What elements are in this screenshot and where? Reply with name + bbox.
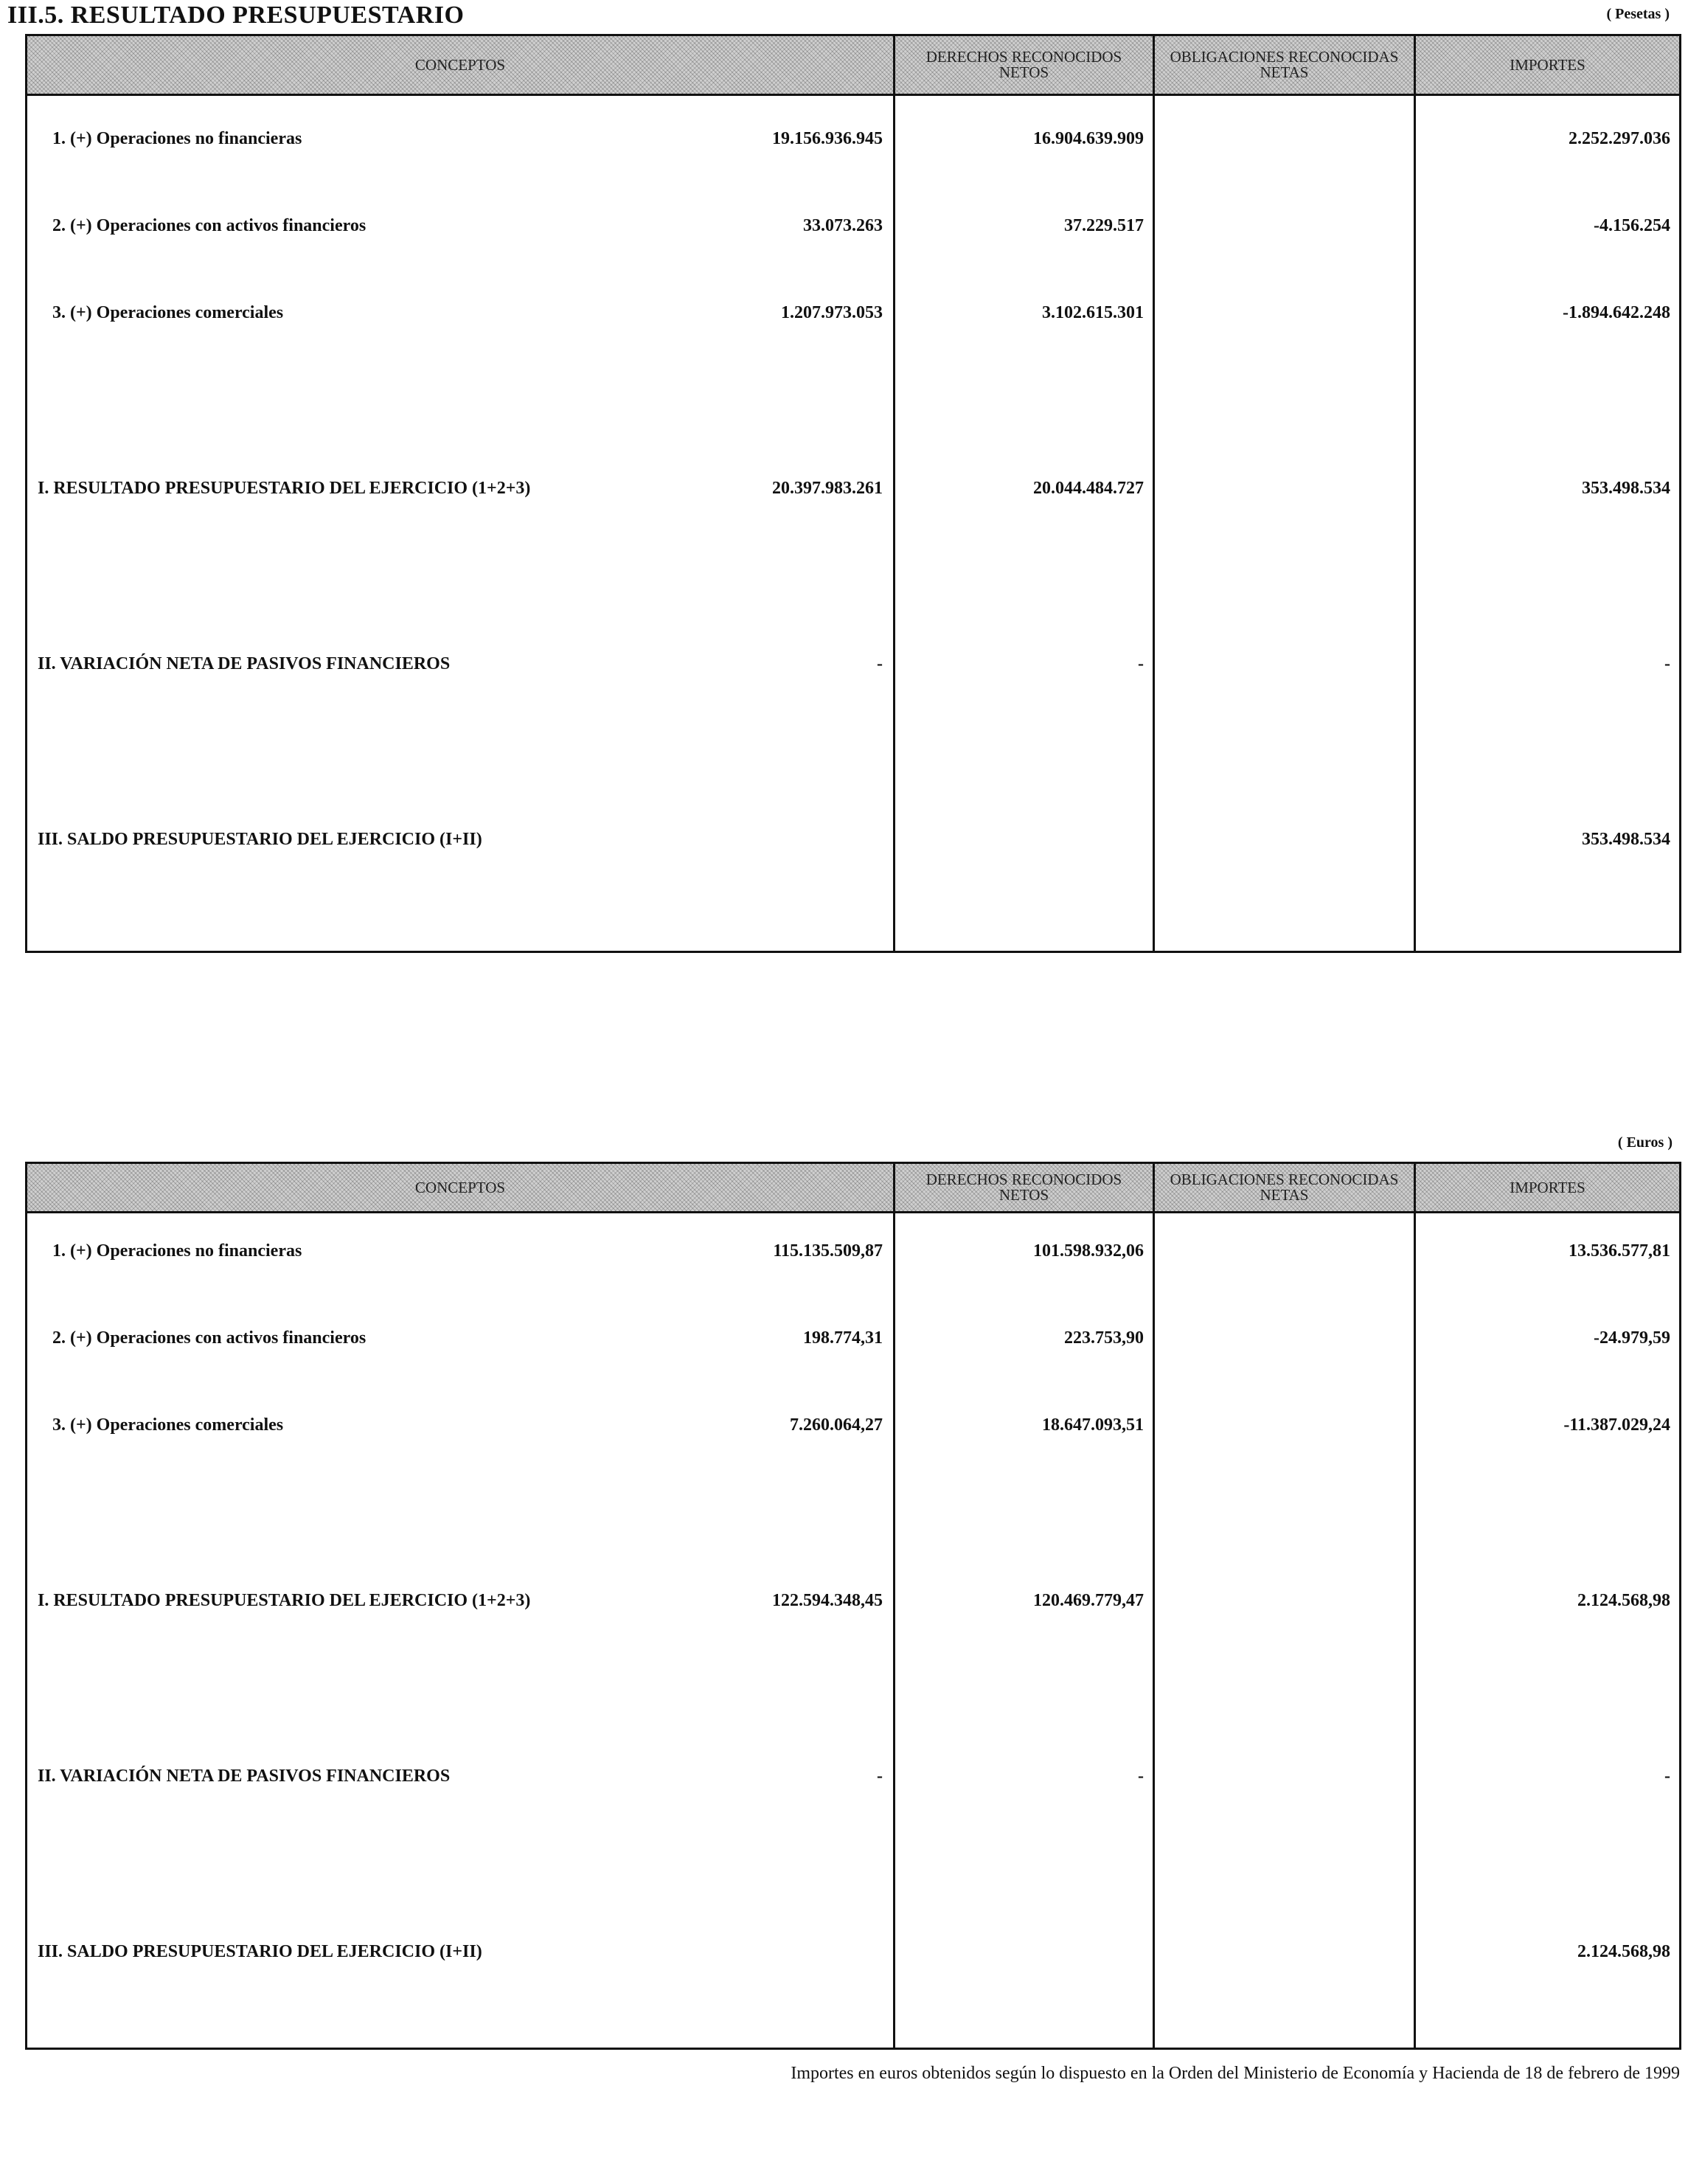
- amount-value: 2.124.568,98: [1577, 1591, 1670, 1610]
- footnote: Importes en euros obtenidos según lo dispuesto en la Orden del Ministerio de Economía y Hacienda de 18 de febrero de 1999: [791, 2064, 1680, 2083]
- obligations-value: -: [1138, 654, 1144, 673]
- unit-label-euros: ( Euros ): [1617, 1134, 1673, 1151]
- obligations-value: 20.044.484.727: [1033, 479, 1144, 498]
- rights-value: 19.156.936.945: [772, 129, 883, 148]
- rights-value: 33.073.263: [803, 216, 883, 235]
- row-label: I. RESULTADO PRESUPUESTARIO DEL EJERCICIO (1+2+3): [38, 1591, 531, 1610]
- table-row: [27, 1591, 1679, 1620]
- amount-value: -1.894.642.248: [1563, 303, 1670, 322]
- header-concepts: CONCEPTOS: [414, 1178, 506, 1196]
- table-row: [27, 1942, 1679, 1972]
- unit-label-pesetas: ( Pesetas ): [1606, 6, 1670, 22]
- obligations-value: 223.753,90: [1064, 1328, 1144, 1348]
- row-label: 2. (+) Operaciones con activos financieros: [52, 216, 367, 235]
- amount-value: -: [1664, 654, 1670, 673]
- rights-value: 122.594.348,45: [772, 1591, 883, 1610]
- row-label: II. VARIACIÓN NETA DE PASIVOS FINANCIEROS: [38, 654, 451, 673]
- obligations-value: -: [1138, 1767, 1144, 1786]
- table-row: [27, 479, 1679, 508]
- row-label: II. VARIACIÓN NETA DE PASIVOS FINANCIEROS: [38, 1767, 451, 1786]
- obligations-value: 18.647.093,51: [1042, 1415, 1144, 1435]
- amount-value: 353.498.534: [1582, 479, 1670, 498]
- obligations-value: 3.102.615.301: [1042, 303, 1144, 322]
- obligations-value: 120.469.779,47: [1033, 1591, 1144, 1610]
- table-row: [27, 1328, 1679, 1358]
- amount-value: -4.156.254: [1594, 216, 1670, 235]
- table-row: [27, 303, 1679, 333]
- row-label: 1. (+) Operaciones no financieras: [52, 1241, 302, 1261]
- table-row: [27, 129, 1679, 159]
- rights-value: 7.260.064,27: [790, 1415, 883, 1435]
- header-rights: DERECHOS RECONOCIDOS NETOS: [925, 48, 1122, 81]
- amount-value: -24.979,59: [1594, 1328, 1670, 1348]
- table-row: [27, 1415, 1679, 1445]
- table-row: [27, 654, 1679, 684]
- header-rights: DERECHOS RECONOCIDOS NETOS: [925, 1171, 1122, 1204]
- amount-value: 353.498.534: [1582, 830, 1670, 849]
- header-obligations: OBLIGACIONES RECONOCIDAS NETAS: [1170, 48, 1399, 81]
- rights-value: -: [877, 654, 883, 673]
- obligations-value: 37.229.517: [1064, 216, 1144, 235]
- budget-table-euros: [25, 1162, 1681, 2050]
- row-label: 3. (+) Operaciones comerciales: [52, 1415, 284, 1435]
- header-obligations: OBLIGACIONES RECONOCIDAS NETAS: [1170, 1171, 1399, 1204]
- amount-value: 13.536.577,81: [1569, 1241, 1670, 1261]
- header-amounts: IMPORTES: [1510, 55, 1585, 74]
- row-label: 3. (+) Operaciones comerciales: [52, 303, 284, 322]
- amount-value: -11.387.029,24: [1563, 1415, 1670, 1435]
- obligations-value: 101.598.932,06: [1033, 1241, 1144, 1261]
- rights-value: 115.135.509,87: [773, 1241, 883, 1261]
- page-title: III.5. RESULTADO PRESUPUESTARIO: [7, 1, 465, 29]
- header-concepts: CONCEPTOS: [414, 55, 506, 74]
- amount-value: 2.124.568,98: [1577, 1942, 1670, 1961]
- table-row: [27, 1241, 1679, 1271]
- row-label: I. RESULTADO PRESUPUESTARIO DEL EJERCICIO (1+2+3): [38, 479, 531, 498]
- row-label: 2. (+) Operaciones con activos financieros: [52, 1328, 367, 1348]
- row-label: 1. (+) Operaciones no financieras: [52, 129, 302, 148]
- amount-value: -: [1664, 1767, 1670, 1786]
- row-label: III. SALDO PRESUPUESTARIO DEL EJERCICIO (I+II): [38, 830, 482, 849]
- header-amounts: IMPORTES: [1510, 1178, 1585, 1196]
- rights-value: 1.207.973.053: [781, 303, 883, 322]
- rights-value: -: [877, 1767, 883, 1786]
- obligations-value: 16.904.639.909: [1033, 129, 1144, 148]
- rights-value: 198.774,31: [803, 1328, 883, 1348]
- row-label: III. SALDO PRESUPUESTARIO DEL EJERCICIO (I+II): [38, 1942, 482, 1961]
- table-row: [27, 1767, 1679, 1796]
- table-row: [27, 830, 1679, 859]
- amount-value: 2.252.297.036: [1569, 129, 1670, 148]
- budget-table-pesetas: [25, 34, 1681, 953]
- rights-value: 20.397.983.261: [772, 479, 883, 498]
- table-row: [27, 216, 1679, 246]
